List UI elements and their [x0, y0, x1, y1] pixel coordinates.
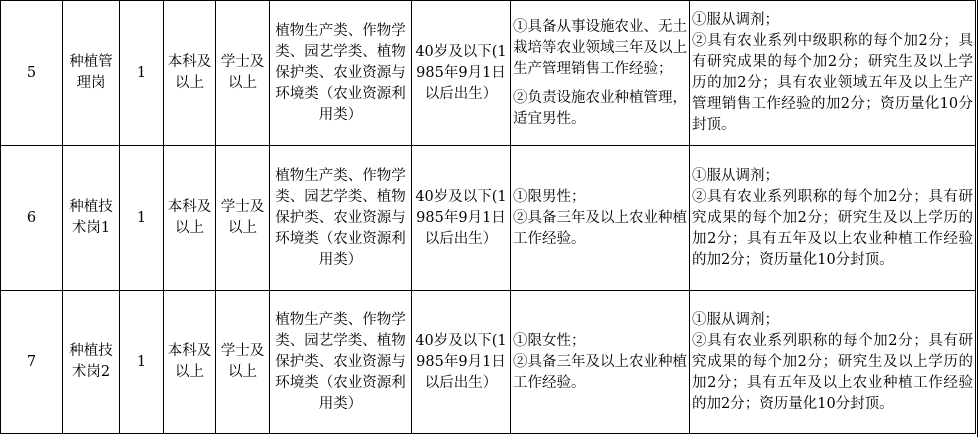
notes — [690, 1, 976, 146]
education: 本科及以上 — [164, 146, 216, 291]
degree: 学士及以上 — [216, 1, 270, 146]
major: 植物生产类、作物学类、园艺学类、植物保护类、农业资源与环境类（农业资源利用类） — [270, 146, 412, 291]
note-item: ②具有农业系列职称的每个加2分；具有研究成果的每个加2分；研究生及以上学历的加2分；具有五年及以上农业种植工作经验的加2分；资历量化10分封顶。 — [692, 188, 973, 268]
education: 本科及以上 — [164, 291, 216, 434]
note-item: ①服从调剂； — [692, 311, 779, 328]
position-name: 种植技术岗2 — [63, 291, 120, 434]
table-row — [1, 1, 976, 146]
position-name: 种植管理岗 — [63, 1, 120, 146]
table-row — [1, 291, 976, 434]
age-requirement: 40岁及以下(1985年9月1日以后出生） — [412, 146, 511, 291]
requirement-item: ②具备三年及以上农业种植工作经验。 — [513, 209, 687, 247]
major: 植物生产类、作物学类、园艺学类、植物保护类、农业资源与环境类（农业资源利用类） — [270, 291, 412, 434]
headcount: 1 — [120, 291, 164, 434]
education: 本科及以上 — [164, 1, 216, 146]
table-row — [1, 146, 976, 291]
requirement-item: ①限女性； — [513, 332, 586, 349]
other-requirements — [511, 1, 690, 146]
requirement-item: ②具备三年及以上农业种植工作经验。 — [513, 353, 687, 391]
age-requirement: 40岁及以下(1985年9月1日以后出生） — [412, 291, 511, 434]
row-number: 6 — [1, 146, 63, 291]
row-number: 5 — [1, 1, 63, 146]
headcount: 1 — [120, 146, 164, 291]
requirement-item: ②负责设施农业种植管理，适宜男性。 — [513, 89, 687, 127]
note-item: ②具有农业系列职称的每个加2分；具有研究成果的每个加2分；研究生及以上学历的加2分；具有五年及以上农业种植工作经验的加2分；资历量化10分封顶。 — [692, 332, 973, 412]
other-requirements — [511, 146, 690, 291]
other-requirements — [511, 291, 690, 434]
requirement-item: ①具备从事设施农业、无土栽培等农业领域三年及以上生产管理销售工作经验； — [513, 18, 687, 77]
degree: 学士及以上 — [216, 291, 270, 434]
requirement-item: ①限男性； — [513, 188, 586, 205]
row-number: 7 — [1, 291, 63, 434]
notes — [690, 146, 976, 291]
major: 植物生产类、作物学类、园艺学类、植物保护类、农业资源与环境类（农业资源利用类） — [270, 1, 412, 146]
position-name: 种植技术岗1 — [63, 146, 120, 291]
headcount: 1 — [120, 1, 164, 146]
note-item: ①服从调剂； — [692, 167, 779, 184]
note-item: ①服从调剂； — [692, 12, 779, 28]
outer-border-line — [977, 0, 978, 437]
note-item: ②具有农业系列中级职称的每个加2分；具有研究成果的每个加2分；研究生及以上学历的加2分；具有农业领域五年及以上生产管理销售工作经验的加2分；资历量化10分封顶。 — [692, 33, 973, 133]
age-requirement: 40岁及以下(1985年9月1日以后出生） — [412, 1, 511, 146]
degree: 学士及以上 — [216, 146, 270, 291]
notes — [690, 291, 976, 434]
